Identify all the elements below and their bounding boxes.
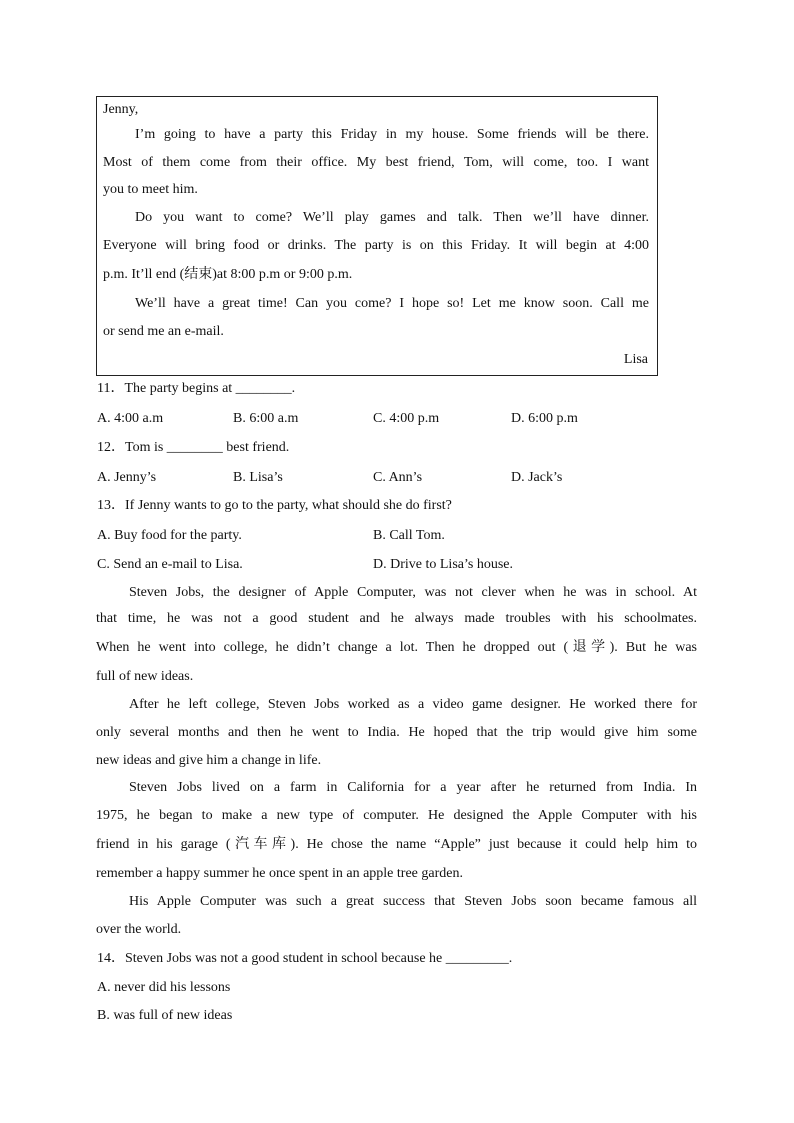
question-11-option-b[interactable]: B. 6:00 a.m [233,411,299,426]
question-14-option-b[interactable]: B. was full of new ideas [97,1008,233,1023]
question-11-option-c[interactable]: C. 4:00 p.m [373,411,440,426]
passage-line: that time, he was not a good student and he always made troubles with his schoolmates. [96,611,697,626]
passage-line: Steven Jobs lived on a farm in California for a year after he returned from India. In [129,780,697,795]
passage-line: Steven Jobs, the designer of Apple Computer, was not clever when he was in school. At [129,585,697,600]
question-14-option-a[interactable]: A. never did his lessons [97,980,231,995]
letter-line: or send me an e-mail. [103,324,224,339]
question-12-stem: 12．Tom is ________ best friend. [97,440,290,455]
passage-line: remember a happy summer he once spent in an apple tree garden. [96,866,463,881]
passage-line: only several months and then he went to India. He hoped that the trip would give him some [96,725,697,740]
question-12-option-c[interactable]: C. Ann’s [373,470,423,485]
passage-line: 1975, he began to make a new type of computer. He designed the Apple Computer with his [96,808,697,823]
letter-signature: Lisa [623,352,648,367]
question-11-option-d[interactable]: D. 6:00 p.m [511,411,578,426]
passage-line: full of new ideas. [96,669,194,684]
letter-line: you to meet him. [103,182,198,197]
letter-line: We’ll have a great time! Can you come? I hope so! Let me know soon. Call me [135,296,649,311]
question-12-option-d[interactable]: D. Jack’s [511,470,563,485]
letter-box [96,96,658,376]
letter-line: Everyone will bring food or drinks. The party is on this Friday. It will begin at 4:00 [103,238,649,253]
question-13-stem: 13．If Jenny wants to go to the party, what should she do first? [97,498,452,513]
letter-greeting: Jenny, [103,102,139,117]
question-12-option-b[interactable]: B. Lisa’s [233,470,283,485]
letter-line: p.m. It’ll end (结束)at 8:00 p.m or 9:00 p.m. [103,267,353,282]
question-14-stem: 14．Steven Jobs was not a good student in school because he _________. [97,951,513,966]
question-13-option-a[interactable]: A. Buy food for the party. [97,528,242,543]
question-12-option-a[interactable]: A. Jenny’s [97,470,157,485]
question-11-option-a[interactable]: A. 4:00 a.m [97,411,164,426]
passage-line: friend in his garage (汽车库). He chose the name “Apple” just because it could help him to [96,837,697,852]
passage-line: new ideas and give him a change in life. [96,753,322,768]
letter-line: I’m going to have a party this Friday in my house. Some friends will be there. [135,127,649,142]
letter-line: Most of them come from their office. My best friend, Tom, will come, too. I want [103,155,649,170]
question-13-option-c[interactable]: C. Send an e-mail to Lisa. [97,557,243,572]
question-13-option-d[interactable]: D. Drive to Lisa’s house. [373,557,513,572]
letter-line: Do you want to come? We’ll play games and talk. Then we’ll have dinner. [135,210,649,225]
passage-line: After he left college, Steven Jobs worked as a video game designer. He worked there for [129,697,697,712]
question-11-stem: 11．The party begins at ________. [97,381,296,396]
passage-line: His Apple Computer was such a great success that Steven Jobs soon became famous all [129,894,697,909]
question-13-option-b[interactable]: B. Call Tom. [373,528,445,543]
passage-line: When he went into college, he didn’t change a lot. Then he dropped out (退学). But he was [96,640,697,655]
passage-line: over the world. [96,922,182,937]
